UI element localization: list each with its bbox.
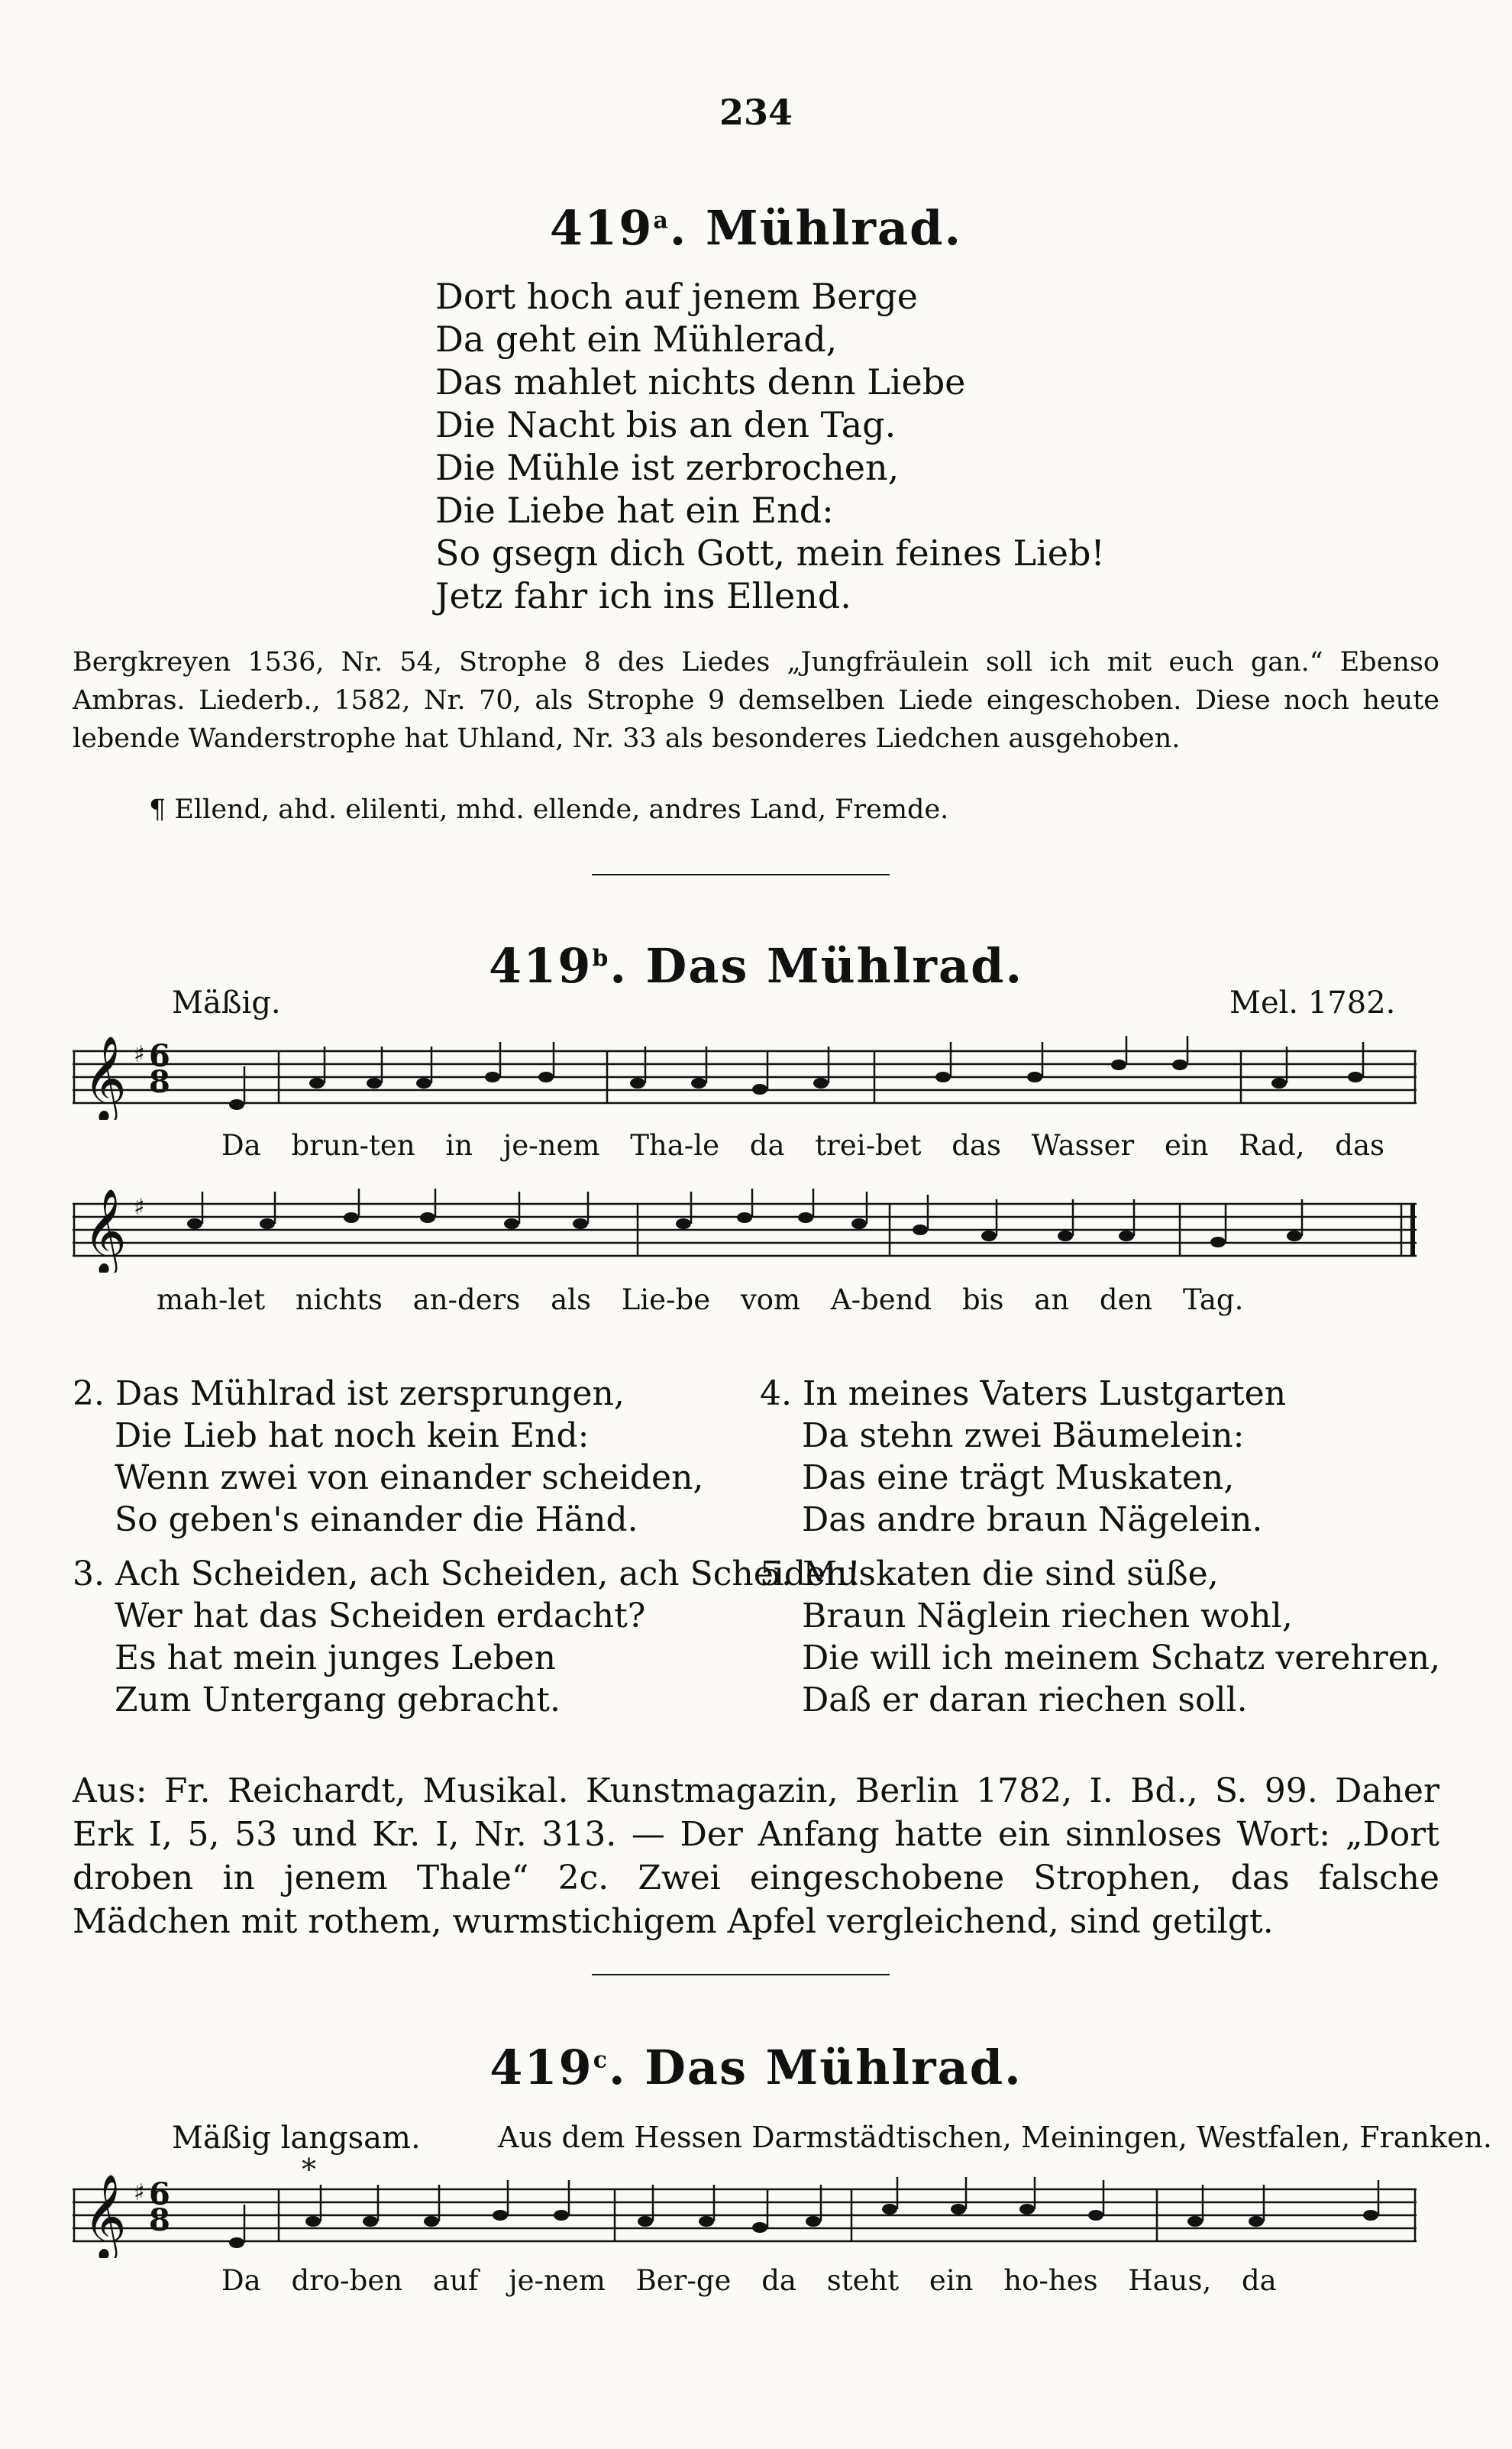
song-c-title-text: . Das Mühlrad. (608, 2040, 1023, 2095)
page-number: 234 (719, 92, 793, 133)
song-b-verses-right (760, 1373, 1440, 1721)
music-staff-b1 (73, 1036, 1417, 1120)
verse-line: Das andre braun Nägelein. (802, 1500, 1263, 1539)
verse-line: Braun Näglein riechen wohl, (802, 1597, 1293, 1635)
poem-line: Die Liebe hat ein End: (435, 490, 834, 531)
song-b-source-note: Aus: Fr. Reichardt, Musikal. Kunstmagazin, Berlin 1782, I. Bd., S. 99. Daher Erk I, 5, 53 und Kr. I, Nr. 313. — Der Anfang hatte ein sinnloses Wort: „Dort droben in jenem Thale“ 2c. Zwei eingeschobene Strophen, das falsche Mädchen mit rothem, wurmstichigem Apfel vergleichend, sind getilgt. (73, 1771, 1439, 1941)
song-b-lyrics-line1: Da brun-ten in je-nem Tha-le da trei-bet das Wasser ein Rad, das (221, 1129, 1385, 1162)
time-signature-top: 6 (149, 1038, 170, 1074)
time-signature (149, 1038, 170, 1100)
song-b-title-text: . Das Mühlrad. (609, 938, 1024, 994)
poem-line: Die Mühle ist zerbrochen, (435, 447, 900, 488)
music-staff-b2 (73, 1189, 1417, 1273)
section-divider (592, 874, 890, 875)
verse-line: 4. In meines Vaters Lustgarten (760, 1374, 1287, 1413)
verse-line: Daß er daran riechen soll. (802, 1681, 1248, 1719)
verse-line: Wenn zwei von einander scheiden, (115, 1458, 704, 1497)
song-b-melody-source: Mel. 1782. (1229, 985, 1396, 1021)
time-signature-bottom: 8 (149, 2202, 170, 2238)
song-a-suffix: a (653, 207, 670, 235)
poem-line: So gsegn dich Gott, mein feines Lieb! (435, 532, 1105, 574)
verse-line: 3. Ach Scheiden, ach Scheiden, ach Scheiden! (73, 1554, 861, 1593)
svg-text:♯: ♯ (134, 2179, 145, 2206)
song-a-title-text: . Mühlrad. (669, 200, 963, 256)
verse-line: Da stehn zwei Bäumelein: (802, 1416, 1245, 1455)
song-b-tempo: Mäßig. (172, 985, 281, 1021)
song-c-number: 419 (489, 2040, 593, 2095)
song-b-lyrics-line2: mah-let nichts an-ders als Lie-be vom A-bend bis an den Tag. (157, 1283, 1244, 1316)
verse-line: 5. Muskaten die sind süße, (760, 1554, 1219, 1593)
verse-line: Das eine trägt Muskaten, (802, 1458, 1235, 1497)
poem-line: Das mahlet nichts denn Liebe (435, 361, 966, 403)
poem-line: Da geht ein Mühlerad, (435, 319, 838, 360)
song-a-title (0, 200, 1512, 256)
poem-line: Dort hoch auf jenem Berge (435, 276, 918, 317)
song-a-number: 419 (549, 200, 654, 256)
svg-text:♯: ♯ (134, 1041, 145, 1068)
song-a-glossary-note: ¶ Ellend, ahd. elilenti, mhd. ellende, andres Land, Fremde. (149, 794, 949, 825)
song-b-verses-left (73, 1373, 861, 1721)
time-signature (149, 2176, 170, 2238)
verse-line: Wer hat das Scheiden erdacht? (115, 1597, 646, 1635)
time-signature-bottom: 8 (149, 1064, 170, 1100)
song-c-suffix: c (593, 2046, 609, 2074)
music-staff-c1 (73, 2174, 1417, 2258)
song-a-poem (435, 275, 1105, 617)
verse-line: Zum Untergang gebracht. (115, 1681, 561, 1719)
verse-line: 2. Das Mühlrad ist zersprungen, (73, 1374, 625, 1413)
song-b-suffix: b (592, 945, 610, 972)
poem-line: Jetz fahr ich ins Ellend. (435, 575, 851, 616)
section-divider (592, 1974, 890, 1975)
song-c-tempo: Mäßig langsam. (172, 2121, 421, 2156)
song-a-source-note: Bergkreyen 1536, Nr. 54, Strophe 8 des Liedes „Jungfräulein soll ich mit euch gan.“ Ebenso Ambras. Liederb., 1582, Nr. 70, als Strophe 9 demselben Liede eingeschoben. Diese noch heute lebende Wanderstrophe hat Uhland, Nr. 33 als besonderes Liedchen ausgehoben. (73, 647, 1439, 754)
verse-line: So geben's einander die Händ. (115, 1500, 638, 1539)
verse-line: Es hat mein junges Leben (115, 1639, 556, 1677)
verse-line: Die will ich meinem Schatz verehren, (802, 1639, 1441, 1677)
verse-line: Die Lieb hat noch kein End: (115, 1416, 590, 1455)
song-c-lyrics: Da dro-ben auf je-nem Ber-ge da steht ein ho-hes Haus, da (221, 2264, 1277, 2297)
svg-text:𝄞: 𝄞 (83, 2174, 127, 2258)
svg-text:♯: ♯ (134, 1194, 145, 1221)
star-mark: * (302, 2153, 316, 2186)
song-b-number: 419 (488, 938, 593, 994)
poem-line: Die Nacht bis an den Tag. (435, 404, 897, 445)
svg-text:𝄞: 𝄞 (83, 1036, 127, 1120)
time-signature-top: 6 (149, 2176, 170, 2212)
song-c-origin: Aus dem Hessen Darmstädtischen, Meiningen, Westfalen, Franken. (498, 2121, 1493, 2154)
svg-text:𝄞: 𝄞 (83, 1189, 127, 1273)
song-c-title (0, 2040, 1512, 2095)
